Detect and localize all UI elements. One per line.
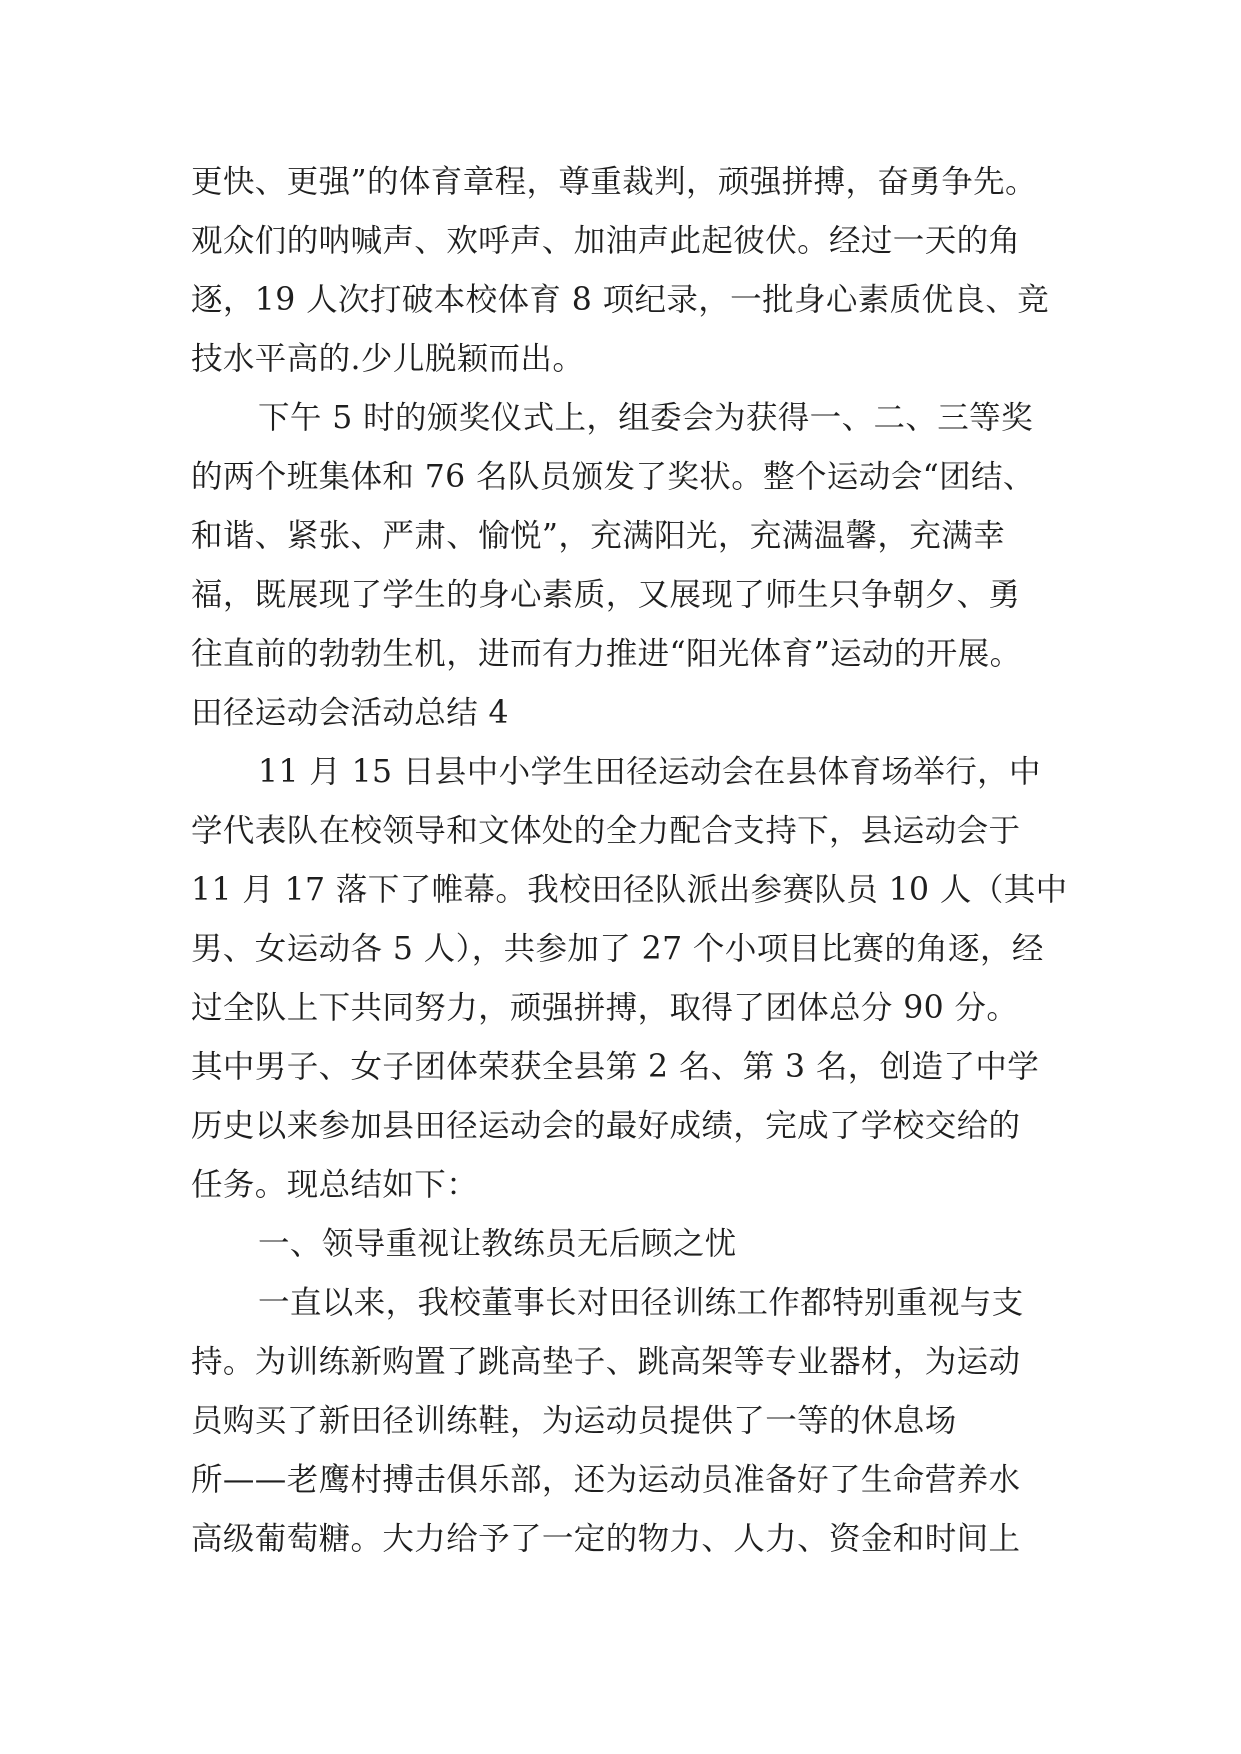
text-line: 和谐、紧张、严肃、愉悦”，充满阳光，充满温馨，充满幸 xyxy=(191,518,1006,554)
text-line: 任务。现总结如下： xyxy=(191,1167,479,1203)
text-line: 过全队上下共同努力，顽强拼搏，取得了团体总分 90 分。 xyxy=(191,990,1019,1026)
text-line: 观众们的呐喊声、欢呼声、加油声此起彼伏。经过一天的角 xyxy=(191,223,1021,259)
text-line: 一直以来，我校董事长对田径训练工作都特别重视与支 xyxy=(258,1285,1024,1321)
text-line: 11 月 15 日县中小学生田径运动会在县体育场举行，中 xyxy=(258,754,1041,790)
text-line: 技水平高的.少儿脱颖而出。 xyxy=(191,341,585,377)
text-line: 员购买了新田径训练鞋，为运动员提供了一等的休息场 xyxy=(191,1403,957,1439)
text-line: 下午 5 时的颁奖仪式上，组委会为获得一、二、三等奖 xyxy=(258,400,1033,436)
text-line: 福，既展现了学生的身心素质，又展现了师生只争朝夕、勇 xyxy=(191,577,1021,613)
text-line: 逐，19 人次打破本校体育 8 项纪录，一批身心素质优良、竞 xyxy=(191,282,1050,318)
text-line: 历史以来参加县田径运动会的最好成绩，完成了学校交给的 xyxy=(191,1108,1021,1144)
text-line: 更快、更强”的体育章程，尊重裁判，顽强拼搏，奋勇争先。 xyxy=(191,164,1037,200)
subsection-heading: 一、领导重视让教练员无后顾之忧 xyxy=(258,1226,737,1262)
text-line: 所——老鹰村搏击俱乐部，还为运动员准备好了生命营养水 xyxy=(191,1462,1021,1498)
text-line: 持。为训练新购置了跳高垫子、跳高架等专业器材，为运动 xyxy=(191,1344,1021,1380)
text-line: 男、女运动各 5 人），共参加了 27 个小项目比赛的角逐，经 xyxy=(191,931,1044,967)
text-line: 其中男子、女子团体荣获全县第 2 名、第 3 名，创造了中学 xyxy=(191,1049,1040,1085)
text-line: 11 月 17 落下了帷幕。我校田径队派出参赛队员 10 人（其中 xyxy=(191,872,1068,908)
text-line: 的两个班集体和 76 名队员颁发了奖状。整个运动会“团结、 xyxy=(191,459,1035,495)
text-line: 往直前的勃勃生机，进而有力推进“阳光体育”运动的开展。 xyxy=(191,636,1022,672)
text-line: 学代表队在校领导和文体处的全力配合支持下，县运动会于 xyxy=(191,813,1021,849)
document-body xyxy=(191,153,1071,1569)
section-heading: 田径运动会活动总结 4 xyxy=(191,695,509,731)
text-line: 高级葡萄糖。大力给予了一定的物力、人力、资金和时间上 xyxy=(191,1521,1021,1557)
